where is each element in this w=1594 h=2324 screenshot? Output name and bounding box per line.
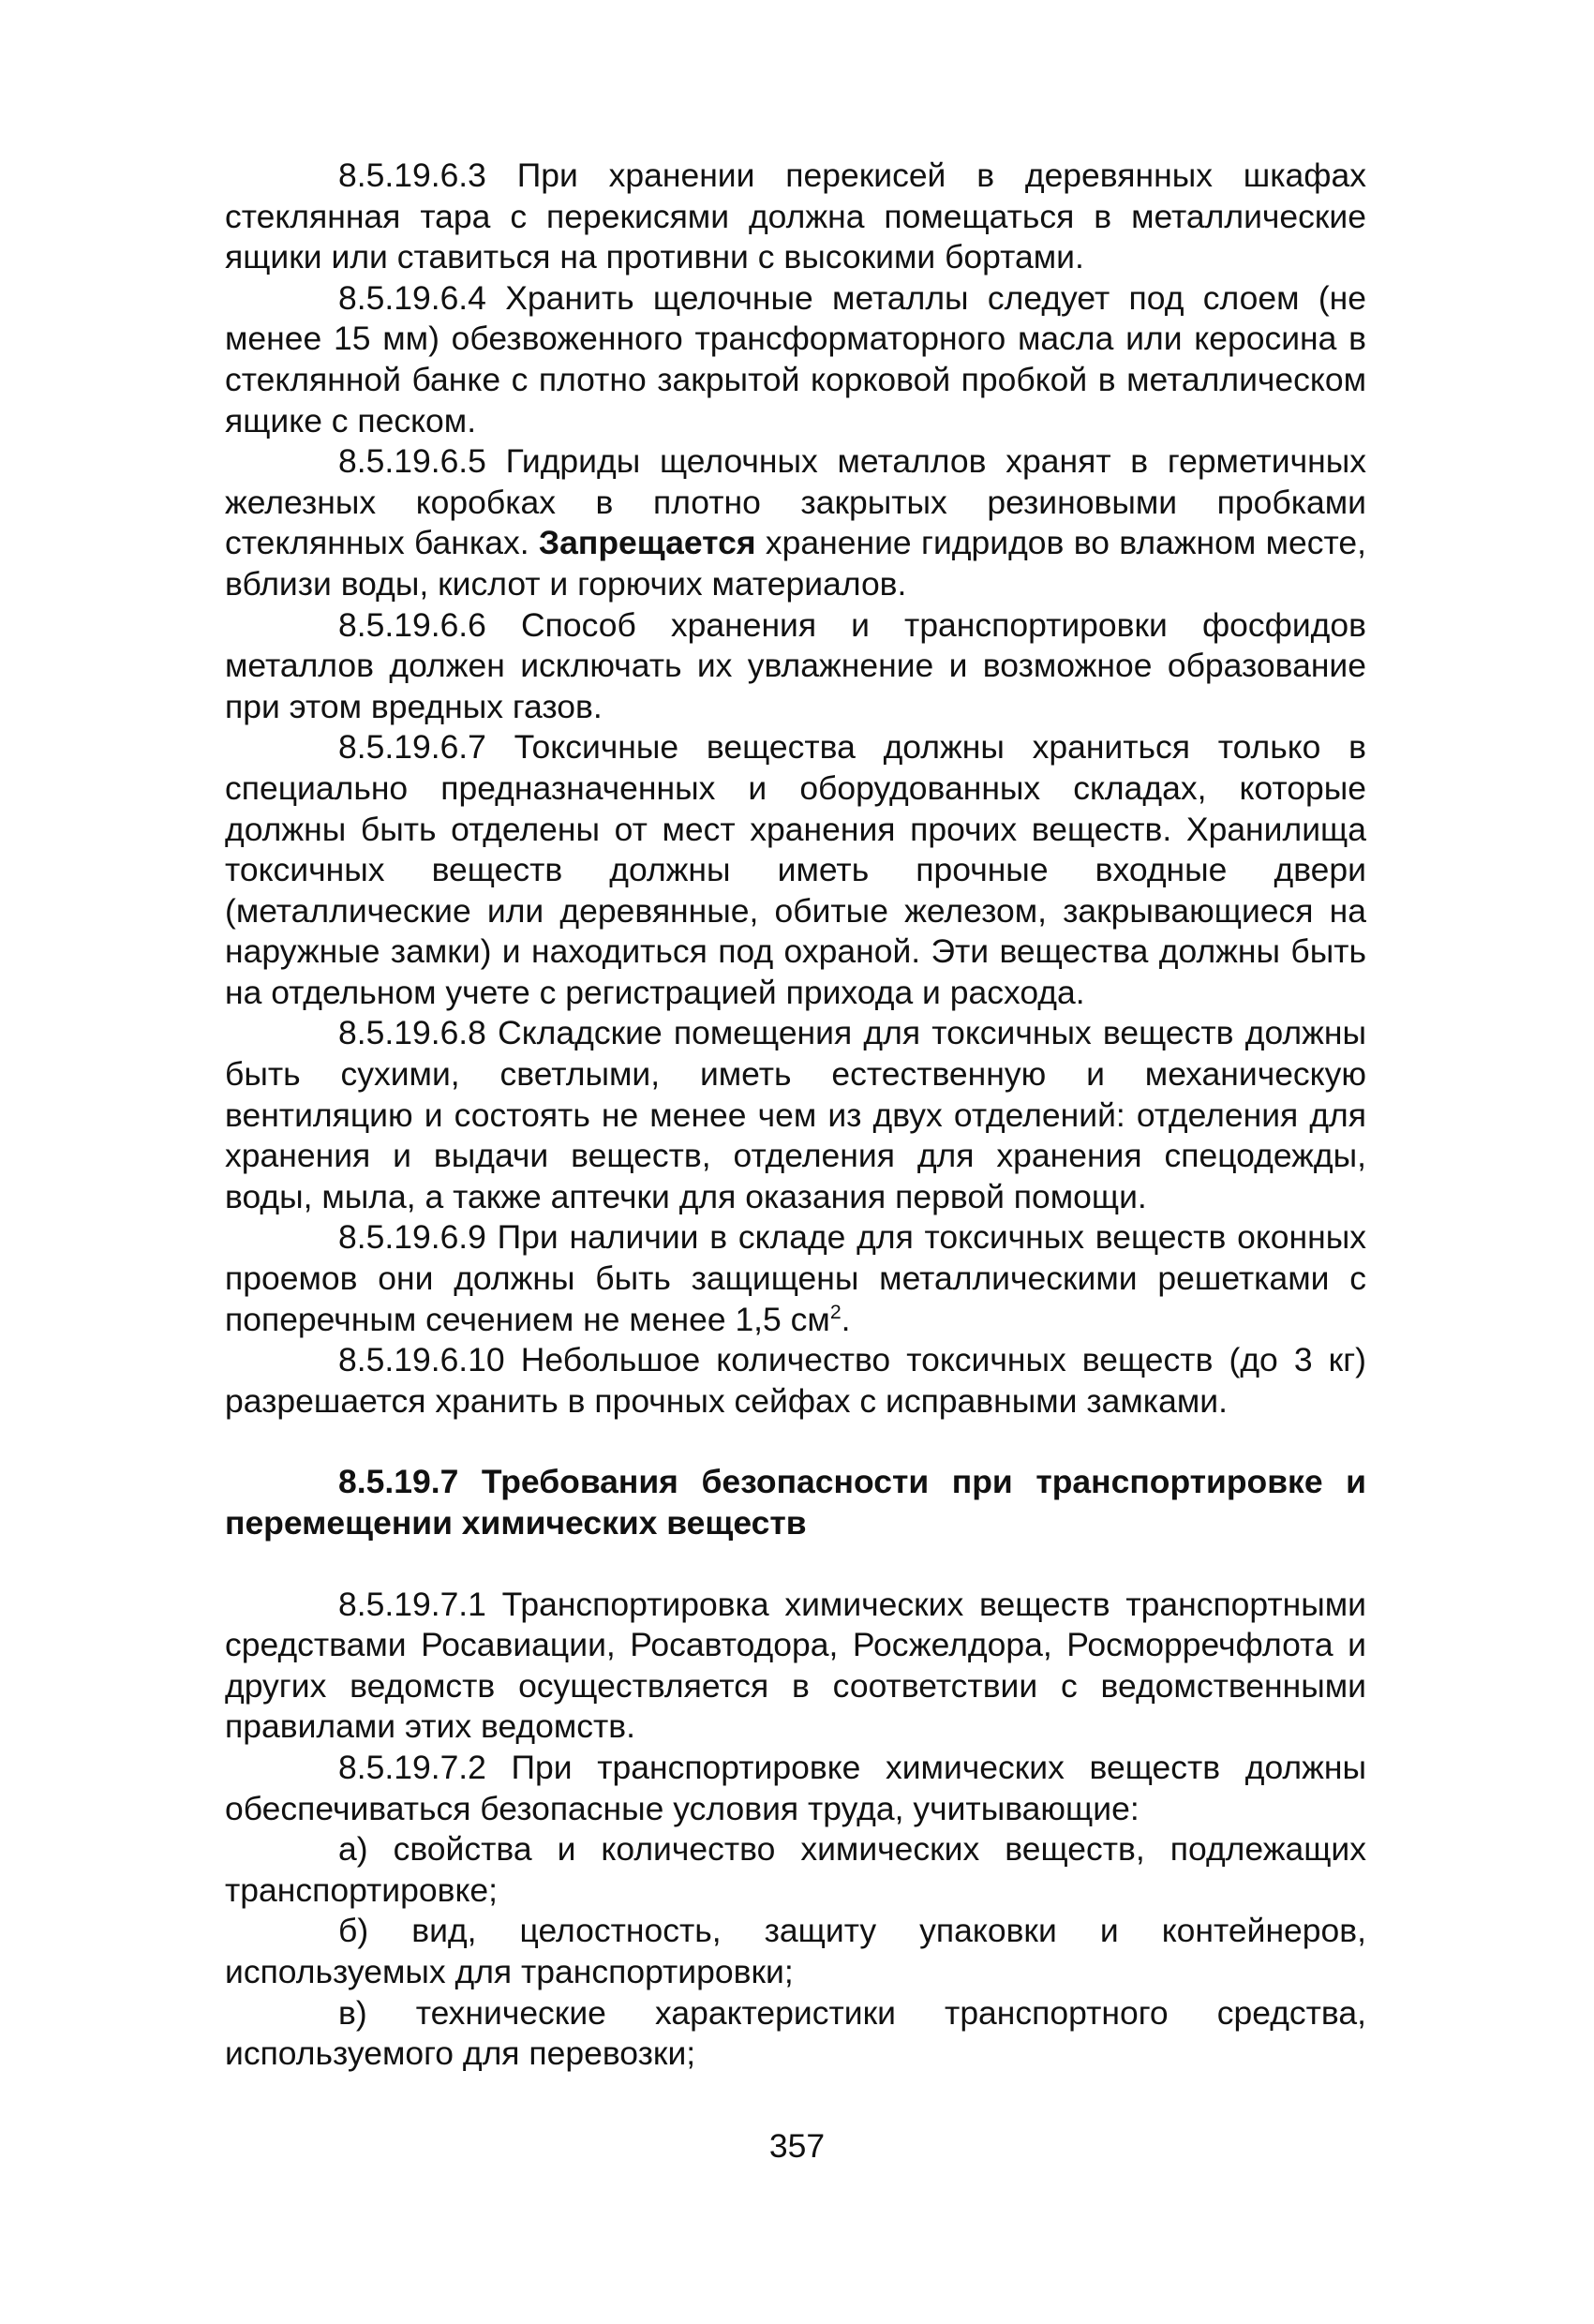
paragraph-8-5-19-6-5-start: 8.5.19.6.5 Гидриды щелочных металлов хранят в герметичных железных коробках в плотно закрытых резиновыми пробками стеклянных банках. [225,442,1366,562]
spacer [225,1544,1366,1585]
spacer [225,1422,1366,1462]
paragraph-8-5-19-6-5-end: хранение гидридов во влажном месте, вблизи воды, кислот и горючих материалов. [225,524,1366,603]
paragraph-8-5-19-6-5 [225,441,1366,604]
paragraph-8-5-19-6-4: 8.5.19.6.4 Хранить щелочные металлы следует под слоем (не менее 15 мм) обезвоженного трансформаторного масла или керосина в стеклянной банке с плотно закрытой корковой пробкой в металлическом ящике с песком. [225,278,1366,439]
paragraph-8-5-19-6-8: 8.5.19.6.8 Складские помещения для токсичных веществ должны быть сухими, светлыми, иметь естественную и механическую вентиляцию и состоять не менее чем из двух отделений: отделения для хранения и выдачи веществ, отделения для хранения спецодежды, воды, мыла, а также аптечки для оказания первой помощи. [225,1014,1366,1215]
document-page [225,156,1366,2075]
list-item-a: а) свойства и количество химических веществ, подлежащих транспортировке; [225,1830,1366,1909]
prohibited-emphasis: Запрещается [538,524,756,562]
paragraph-8-5-19-6-9-text: 8.5.19.6.9 При наличии в складе для токсичных веществ оконных проемов они должны быть защищены металлическими решетками с поперечным сечением не менее 1,5 см [225,1218,1366,1338]
paragraph-8-5-19-6-3: 8.5.19.6.3 При хранении перекисей в деревянных шкафах стеклянная тара с перекисями должна помещаться в металлические ящики или ставиться на противни с высокими бортами. [225,156,1366,276]
paragraph-8-5-19-6-9 [225,1217,1366,1340]
paragraph-8-5-19-6-9-end: . [841,1300,851,1338]
paragraph-8-5-19-6-7: 8.5.19.6.7 Токсичные вещества должны храниться только в специально предназначенных и оборудованных складах, которые должны быть отделены от мест хранения прочих веществ. Хранилища токсичных веществ должны иметь прочные входные двери (металлические или деревянные, обитые железом, закрывающиеся на наружные замки) и находиться под охраной. Эти вещества должны быть на отдельном учете с регистрацией прихода и расхода. [225,728,1366,1011]
list-item-b: б) вид, целостность, защиту упаковки и контейнеров, используемых для транспортировки; [225,1912,1366,1990]
page-number: 357 [768,2127,826,2165]
list-item-v: в) технические характеристики транспортного средства, используемого для перевозки; [225,1993,1366,2073]
paragraph-8-5-19-6-10: 8.5.19.6.10 Небольшое количество токсичных веществ (до 3 кг) разрешается хранить в прочных сейфах с исправными замками. [225,1341,1366,1420]
superscript-exponent: 2 [829,1300,842,1323]
paragraph-8-5-19-7-1: 8.5.19.7.1 Транспортировка химических веществ транспортными средствами Росавиации, Росавтодора, Росжелдора, Росморречфлота и других ведомств осуществляется в соответствии с ведомственными правилами этих ведомств. [225,1585,1366,1746]
paragraph-8-5-19-7-2: 8.5.19.7.2 При транспортировке химических веществ должны обеспечиваться безопасные условия труда, учитывающие: [225,1748,1366,1827]
paragraph-8-5-19-6-6: 8.5.19.6.6 Способ хранения и транспортировки фосфидов металлов должен исключать их увлажнение и возможное образование при этом вредных газов. [225,605,1366,725]
section-heading-8-5-19-7: 8.5.19.7 Требования безопасности при транспортировке и перемещении химических веществ [225,1463,1366,1542]
